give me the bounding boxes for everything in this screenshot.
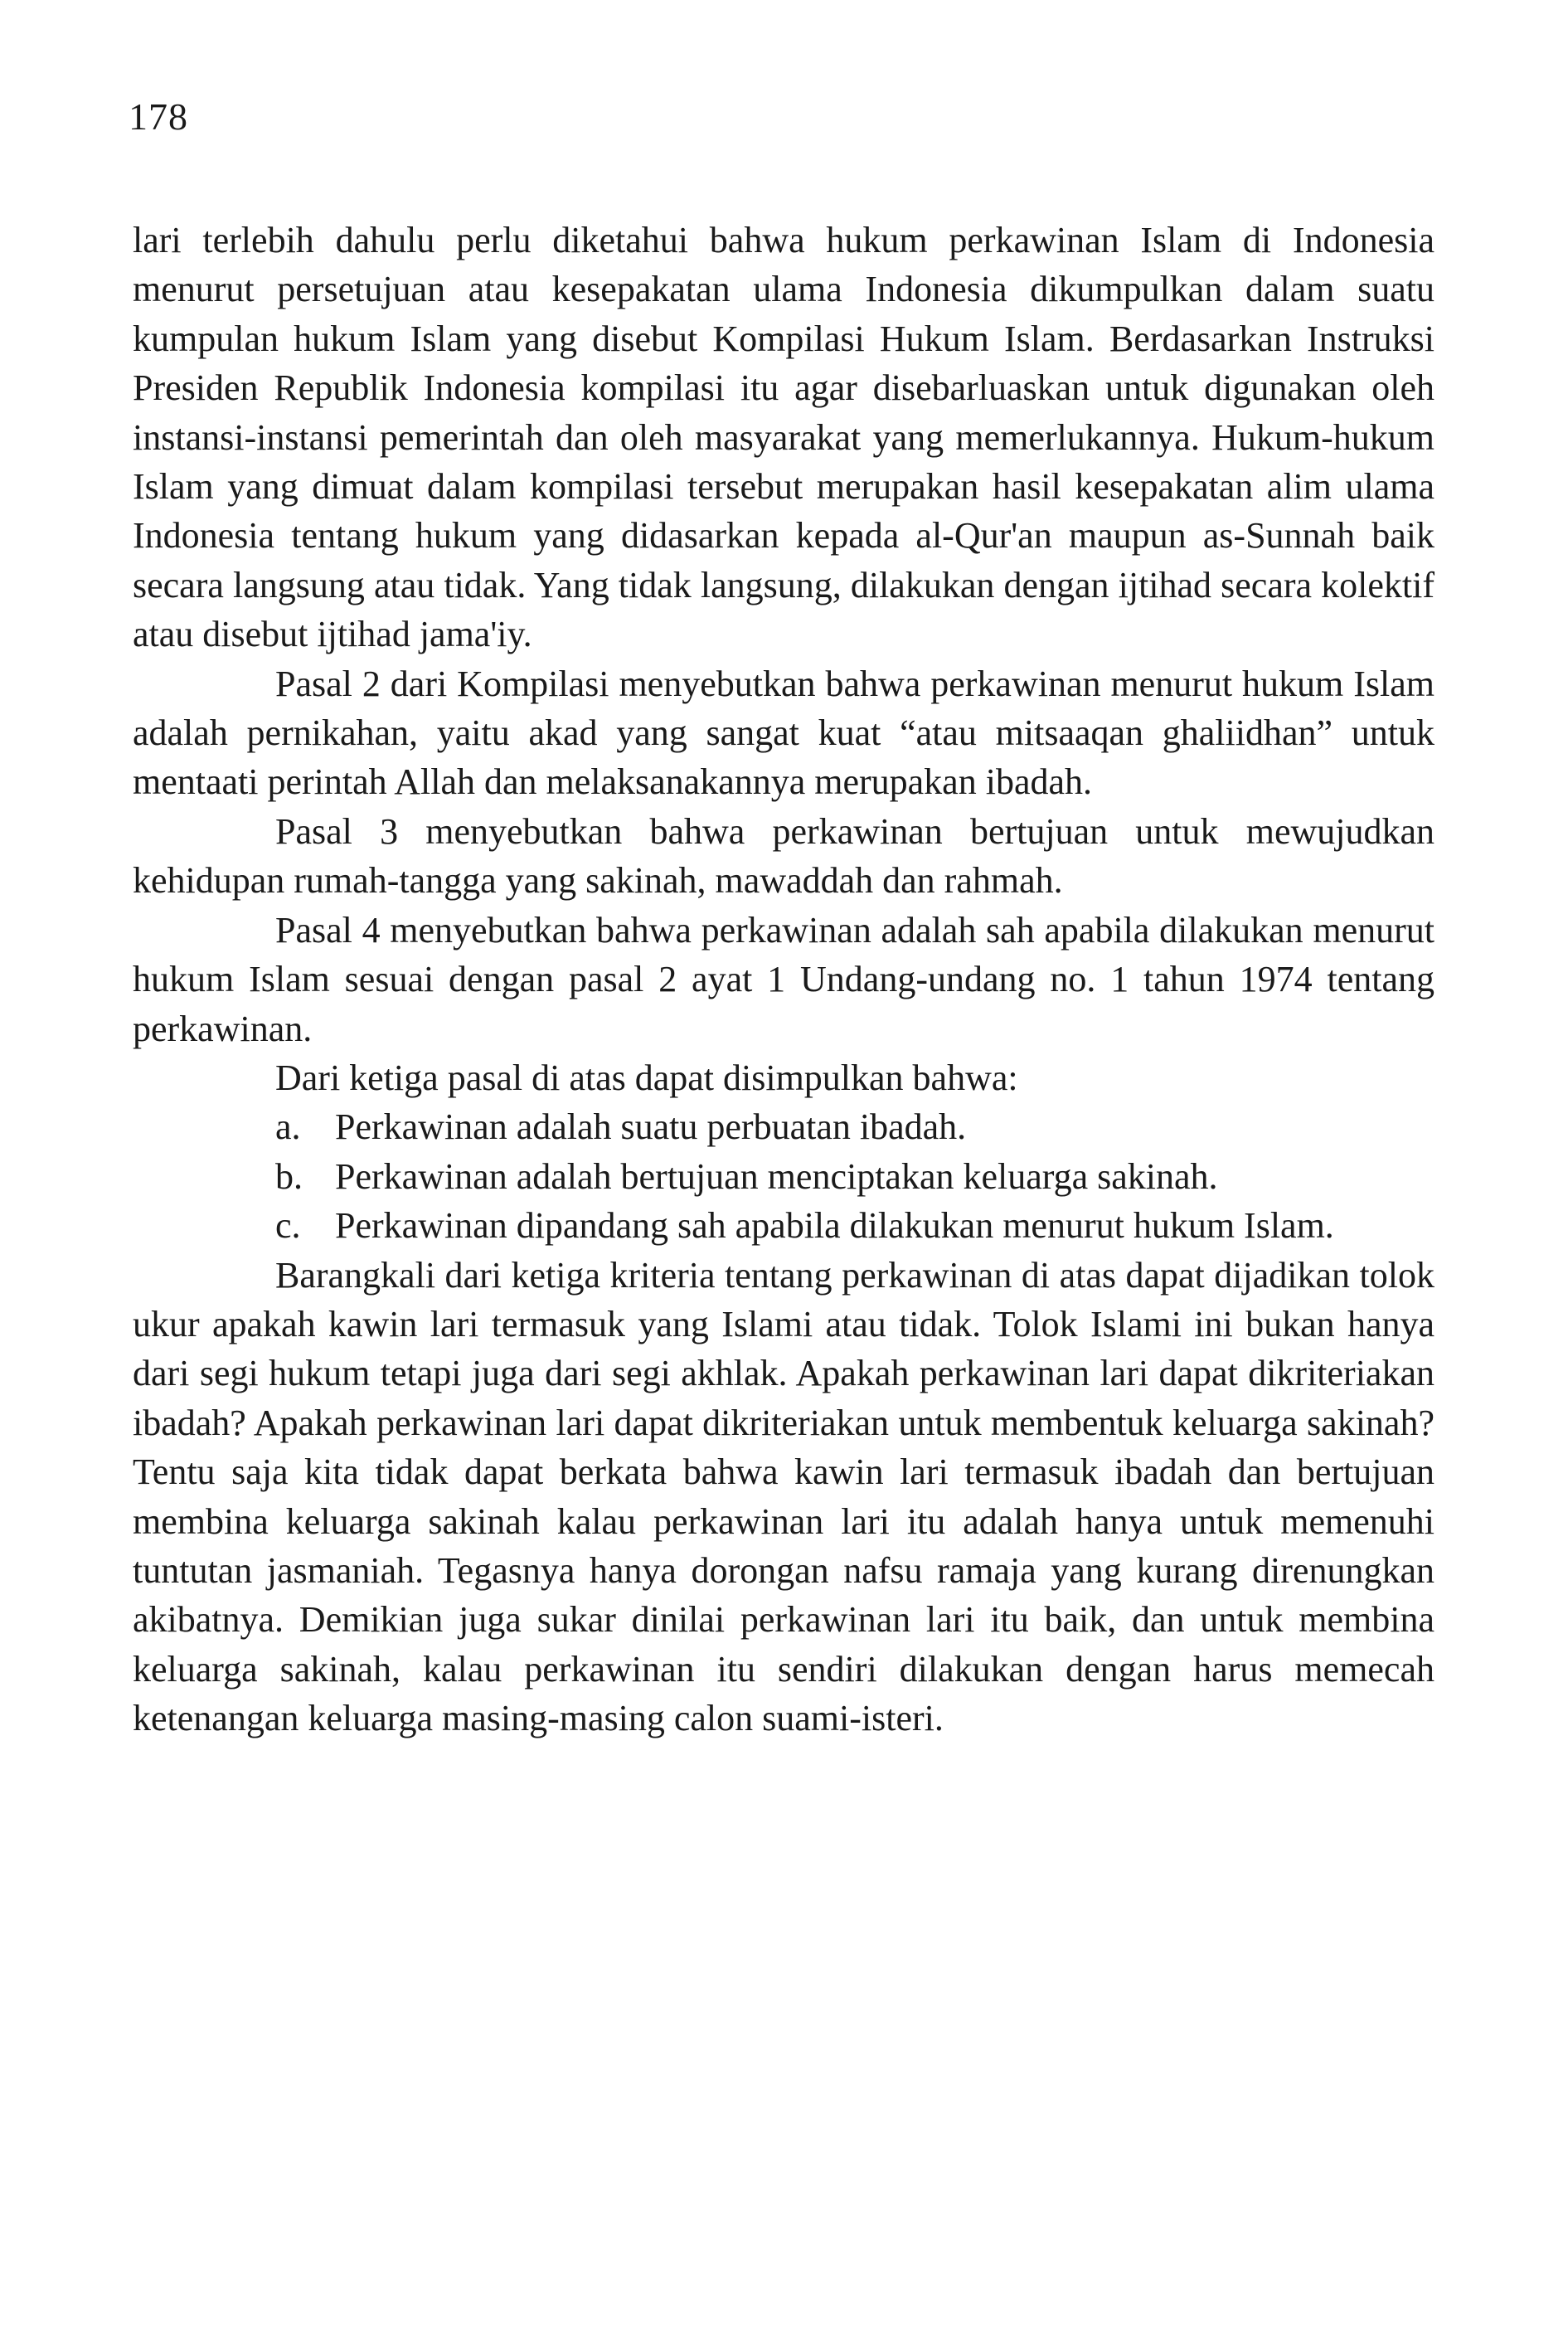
- list-marker: a.: [275, 1106, 301, 1148]
- list-item-text: Perkawinan adalah bertujuan menciptakan keluarga sakinah.: [335, 1155, 1218, 1197]
- conclusion-list: [133, 1102, 1435, 1250]
- paragraph-conclusion-intro: Dari ketiga pasal di atas dapat disimpulkan bahwa:: [275, 1057, 1018, 1098]
- list-marker: b.: [275, 1155, 303, 1197]
- list-item-text: Perkawinan adalah suatu perbuatan ibadah.: [335, 1106, 967, 1148]
- list-item: [133, 1201, 1435, 1250]
- paragraph-closing: Barangkali dari ketiga kriteria tentang perkawinan di atas dapat dijadikan tolok ukur apakah kawin lari termasuk yang Islami atau tidak. Tolok Islami ini bukan hanya dari segi hukum tetapi juga dari segi akhlak. Apakah perkawinan lari dapat dikriteriakan ibadah? Apakah perkawinan lari dapat dikriteriakan untuk membentuk keluarga sakinah? Tentu saja kita tidak dapat berkata bahwa kawin lari termasuk ibadah dan bertujuan membina keluarga sakinah kalau perkawinan lari itu adalah hanya untuk memenuhi tuntutan jasmaniah. Tegasnya hanya dorongan nafsu ramaja yang kurang direnungkan akibatnya. Demikian juga sukar dinilai perkawinan lari itu baik, dan untuk membina keluarga sakinah, kalau perkawinan itu sendiri dilakukan dengan harus memecah ketenangan keluarga masing-masing calon suami-isteri.: [133, 1254, 1435, 1739]
- paragraph-pasal-2: Pasal 2 dari Kompilasi menyebutkan bahwa perkawinan menurut hukum Islam adalah pernikahan, yaitu akad yang sangat kuat “atau mitsaaqan ghaliidhan” untuk mentaati perintah Allah dan melaksanakannya merupakan ibadah.: [133, 663, 1435, 803]
- paragraph-pasal-3: Pasal 3 menyebutkan bahwa perkawinan bertujuan untuk mewujudkan kehidupan rumah-tangga yang sakinah, mawaddah dan rahmah.: [133, 810, 1435, 902]
- list-item-text: Perkawinan dipandang sah apabila dilakukan menurut hukum Islam.: [335, 1205, 1334, 1247]
- body-text: [133, 216, 1435, 1743]
- page-number: 178: [129, 95, 188, 138]
- list-marker: c.: [275, 1205, 301, 1247]
- paragraph-pasal-4: Pasal 4 menyebutkan bahwa perkawinan adalah sah apabila dilakukan menurut hukum Islam sesuai dengan pasal 2 ayat 1 Undang-undang no. 1 tahun 1974 tentang perkawinan.: [133, 909, 1435, 1049]
- paragraph-kompilasi-hukum-islam: lari terlebih dahulu perlu diketahui bahwa hukum perkawinan Islam di Indonesia menurut persetujuan atau kesepakatan ulama Indonesia dikumpulkan dalam suatu kumpulan hukum Islam yang disebut Kompilasi Hukum Islam. Berdasarkan Instruksi Presiden Republik Indonesia kompilasi itu agar disebarluaskan untuk digunakan oleh instansi-instansi pemerintah dan oleh masyarakat yang memerlukannya. Hukum-hukum Islam yang dimuat dalam kompilasi tersebut merupakan hasil kesepakatan alim ulama Indonesia tentang hukum yang didasarkan kepada al-Qur'an maupun as-Sunnah baik secara langsung atau tidak. Yang tidak langsung, dilakukan dengan ijtihad secara kolektif atau disebut ijtihad jama'iy.: [133, 220, 1435, 655]
- list-item: [133, 1152, 1435, 1201]
- list-item: [133, 1102, 1435, 1151]
